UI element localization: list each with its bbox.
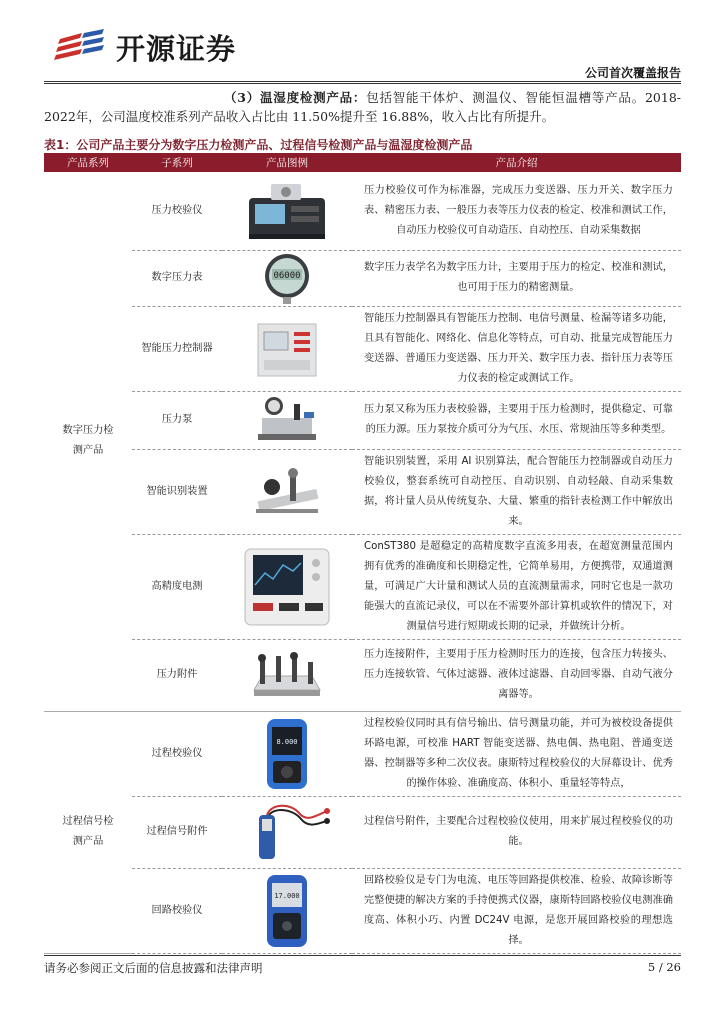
series-cell <box>44 172 132 711</box>
sub-series-label: 压力泵 <box>161 414 193 425</box>
table-row <box>44 711 681 796</box>
header-divider-secondary <box>44 83 681 84</box>
description-cell <box>352 639 681 711</box>
table-row <box>44 306 681 391</box>
process-calibrator-image <box>222 711 352 796</box>
footer-disclaimer: 请务必参阅正文后面的信息披露和法律声明 <box>44 961 263 975</box>
intro-text: 包括智能干体炉、测温仪、智能恒温槽等产品。2018-2022年，公司温度校准系列产品收入占比由 11.50%提升至 16.88%，收入占比有所提升。 <box>44 90 681 124</box>
description-cell <box>352 250 681 306</box>
sub-series-cell <box>132 639 222 711</box>
table-row <box>44 449 681 534</box>
svg-text:06000: 06000 <box>273 271 301 281</box>
digital-pressure-gauge-image <box>222 250 352 306</box>
sub-series-label: 压力校验仪 <box>151 204 203 216</box>
description-text: 压力连接附件，主要用于压力检测时压力的连接，包含压力转接头、压力连接软管、气体过滤器、液体过滤器、自动回零器、自动气液分离器等。 <box>364 649 673 700</box>
header-divider <box>44 81 681 82</box>
sub-series-label: 回路校验仪 <box>151 904 203 916</box>
description-cell <box>352 449 681 534</box>
smart-pressure-controller-image <box>222 306 352 391</box>
pressure-accessory-image <box>222 639 352 711</box>
sub-series-label: 过程校验仪 <box>151 747 203 759</box>
high-precision-meter-image <box>222 534 352 639</box>
product-table <box>44 153 681 954</box>
intro-paragraph <box>44 88 681 126</box>
smart-recognition-device-image <box>222 449 352 534</box>
series-cell <box>44 711 132 953</box>
footer-divider <box>44 955 681 956</box>
sub-series-label: 高精度电测 <box>151 580 203 592</box>
column-header: 产品图例 <box>222 153 352 172</box>
loop-calibrator-image <box>222 868 352 953</box>
sub-series-label: 数字压力表 <box>151 272 203 283</box>
description-text: 压力校验仪可作为标准器，完成压力变送器、压力开关、数字压力表、精密压力表、一般压力表等压力仪表的检定、校准和测试工作，自动压力校验仪可自动造压、自动控压、自动采集数据 <box>364 184 673 236</box>
table-row <box>44 639 681 711</box>
description-text: 过程校验仪同时具有信号输出、信号测量功能，并可为被校设备提供环路电源，可校准 HART 智能变送器、热电偶、热电阻、普通变送器、控制器等多种二次仪表。康斯特过程校验仪的大屏幕设计、优秀的操作体验、准确度高、体积小、重量轻等特点， <box>364 717 673 789</box>
report-type-label: 公司首次覆盖报告 <box>584 66 681 80</box>
description-cell <box>352 868 681 953</box>
sub-series-cell <box>132 711 222 796</box>
description-text: 智能识别装置，采用 AI 识别算法，配合智能压力控制器或自动压力校验仪，整套系统可自动控压、自动识别、自动轻敲、自动采集数据，将计量人员从传统复杂、大量、繁重的指针表检测工作中解放出来。 <box>364 455 673 527</box>
sub-series-cell <box>132 391 222 449</box>
sub-series-label: 过程信号附件 <box>146 826 208 837</box>
description-cell <box>352 172 681 250</box>
description-text: 过程信号附件，主要配合过程校验仪使用，用来扩展过程校验仪的功能。 <box>364 816 673 847</box>
description-cell <box>352 534 681 639</box>
sub-series-label: 智能识别装置 <box>146 485 208 497</box>
table-row <box>44 250 681 306</box>
sub-series-label: 智能压力控制器 <box>141 342 213 354</box>
company-logo <box>52 26 236 68</box>
svg-text:8.000: 8.000 <box>276 737 298 746</box>
series-label: 数字压力检测产品 <box>62 425 114 457</box>
column-header: 产品介绍 <box>352 153 681 172</box>
sub-series-cell <box>132 250 222 306</box>
page-number: 5 / 26 <box>647 960 681 974</box>
sub-series-cell <box>132 172 222 250</box>
table-row <box>44 172 681 250</box>
description-cell <box>352 796 681 868</box>
description-text: 压力泵又称为压力表校验器，主要用于压力检测时，提供稳定、可靠的压力源。压力泵按介质可分为气压、水压、常规油压等多种类型。 <box>364 404 673 435</box>
series-label: 过程信号检测产品 <box>62 816 114 847</box>
table-row <box>44 534 681 639</box>
sub-series-cell <box>132 796 222 868</box>
description-cell <box>352 391 681 449</box>
table-header-row <box>44 153 681 172</box>
sub-series-label: 压力附件 <box>156 669 198 680</box>
pressure-pump-image <box>222 391 352 449</box>
table-row <box>44 391 681 449</box>
description-text: 智能压力控制器具有智能压力控制、电信号测量、检漏等诸多功能，且具有智能化、网络化、信息化等特点，可自动、批量完成智能压力变送器、普通压力变送器、压力开关、数字压力表、指针压力表等压力仪表的检定或测试工作。 <box>364 312 673 384</box>
svg-text:17.000: 17.000 <box>274 891 300 900</box>
pressure-calibrator-image <box>222 172 352 250</box>
process-signal-accessory-image <box>222 796 352 868</box>
description-text: 数字压力表学名为数字压力计，主要用于压力的检定、校准和测试，也可用于压力的精密测量。 <box>364 262 673 293</box>
logo-mark-icon <box>52 27 112 67</box>
sub-series-cell <box>132 449 222 534</box>
intro-label: （3）温湿度检测产品： <box>224 90 367 105</box>
table-row <box>44 796 681 868</box>
description-cell <box>352 306 681 391</box>
table-title: 表1：公司产品主要分为数字压力检测产品、过程信号检测产品与温湿度检测产品 <box>44 138 473 152</box>
column-header: 产品系列 <box>44 153 132 172</box>
sub-series-cell <box>132 306 222 391</box>
description-text: 回路校验仪是专门为电流、电压等回路提供校准、检验、故障诊断等完整便捷的解决方案的手持便携式仪器，康斯特回路校验仪电测准确度高、体积小巧、内置 DC24V 电源，是您开展回路校验的理想选择。 <box>364 874 673 946</box>
table-row <box>44 868 681 953</box>
logo-text: 开源证券 <box>116 31 237 66</box>
column-header: 子系列 <box>132 153 222 172</box>
sub-series-cell <box>132 534 222 639</box>
description-text: ConST380 是超稳定的高精度数字直流多用表，在超宽测量范围内拥有优秀的准确度和长期稳定性，它简单易用，方便携带，双通道测量，可满足广大计量和测试人员的直流测量需求，同时它也是一款功能强大的直流记录仪，可以在不需要外部计算机或软件的情况下，对测量信号进行短期或长期的记录，并做统计分析。 <box>364 540 673 632</box>
description-cell <box>352 711 681 796</box>
sub-series-cell <box>132 868 222 953</box>
